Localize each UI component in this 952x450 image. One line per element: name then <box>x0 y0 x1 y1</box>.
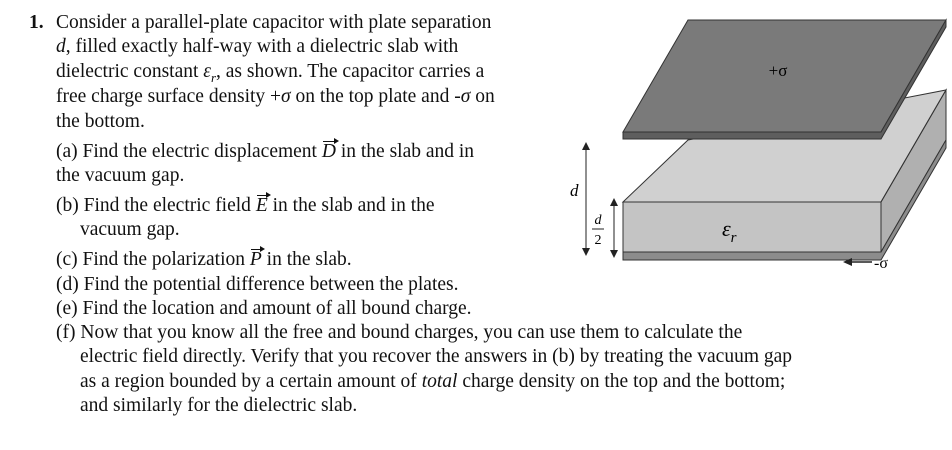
vector-P: P <box>249 249 262 270</box>
part-f-line-4: and similarly for the dielectric slab. <box>80 395 358 416</box>
epsilon-label: $\varepsilon_r$ <box>722 216 737 246</box>
vector-D: D <box>321 141 336 162</box>
part-c-text-2: in the slab. <box>266 249 352 270</box>
part-f-line-2: electric field directly. Verify that you recover the answers in (b) by treating the vacuum gap <box>80 346 793 367</box>
part-a-text: (a) Find the electric displacement <box>56 141 317 162</box>
intro-line-2-text: , filled exactly half-way with a dielectric slab with <box>65 36 459 57</box>
part-c-line <box>56 248 352 272</box>
capacitor-figure <box>550 0 950 300</box>
top-charge-label: +σ <box>768 61 788 80</box>
part-e-line: (e) Find the location and amount of all bound charge. <box>56 298 472 319</box>
part-f-text-3a: as a region bounded by a certain amount of <box>80 371 417 392</box>
part-c-text: (c) Find the polarization <box>56 249 245 270</box>
slab-front-face <box>623 202 881 252</box>
svg-text:d: d <box>594 213 602 228</box>
d-label: d <box>570 181 579 200</box>
intro-line-5: the bottom. <box>56 111 145 132</box>
half-d-fraction <box>592 213 604 248</box>
part-b-line-1 <box>56 194 435 218</box>
half-d-arrow <box>610 198 618 258</box>
intro-line-4: free charge surface density +σ on the top plate and -σ on <box>56 86 495 107</box>
part-f-text-3b: charge density on the top and the bottom; <box>462 371 786 392</box>
part-f-total: total <box>421 371 458 392</box>
part-a-text-2: in the slab and in <box>340 141 475 162</box>
part-a-line-2: the vacuum gap. <box>56 165 185 186</box>
part-f-line-3 <box>80 370 785 394</box>
d-dimension-arrow <box>582 142 590 256</box>
svg-text:2: 2 <box>594 233 602 248</box>
intro-line-3: dielectric constant $\varepsilon_r$, as shown. The capacitor carries a <box>56 61 485 85</box>
intro-line-1: Consider a parallel-plate capacitor with plate separation <box>56 12 492 33</box>
bottom-charge-label: -σ <box>874 255 888 272</box>
problem-number: 1. <box>29 12 44 33</box>
part-d-line: (d) Find the potential difference between the plates. <box>56 274 459 295</box>
part-b-text: (b) Find the electric field <box>56 195 251 216</box>
part-b-line-2: vacuum gap. <box>80 219 180 240</box>
part-f-line-1: (f) Now that you know all the free and bound charges, you can use them to calculate the <box>56 322 743 343</box>
intro-line-2: d, filled exactly half-way with a dielectric slab with <box>56 36 459 57</box>
part-a-line-1 <box>56 140 474 164</box>
vector-E: E <box>255 195 268 216</box>
part-b-text-2: in the slab and in the <box>272 195 435 216</box>
